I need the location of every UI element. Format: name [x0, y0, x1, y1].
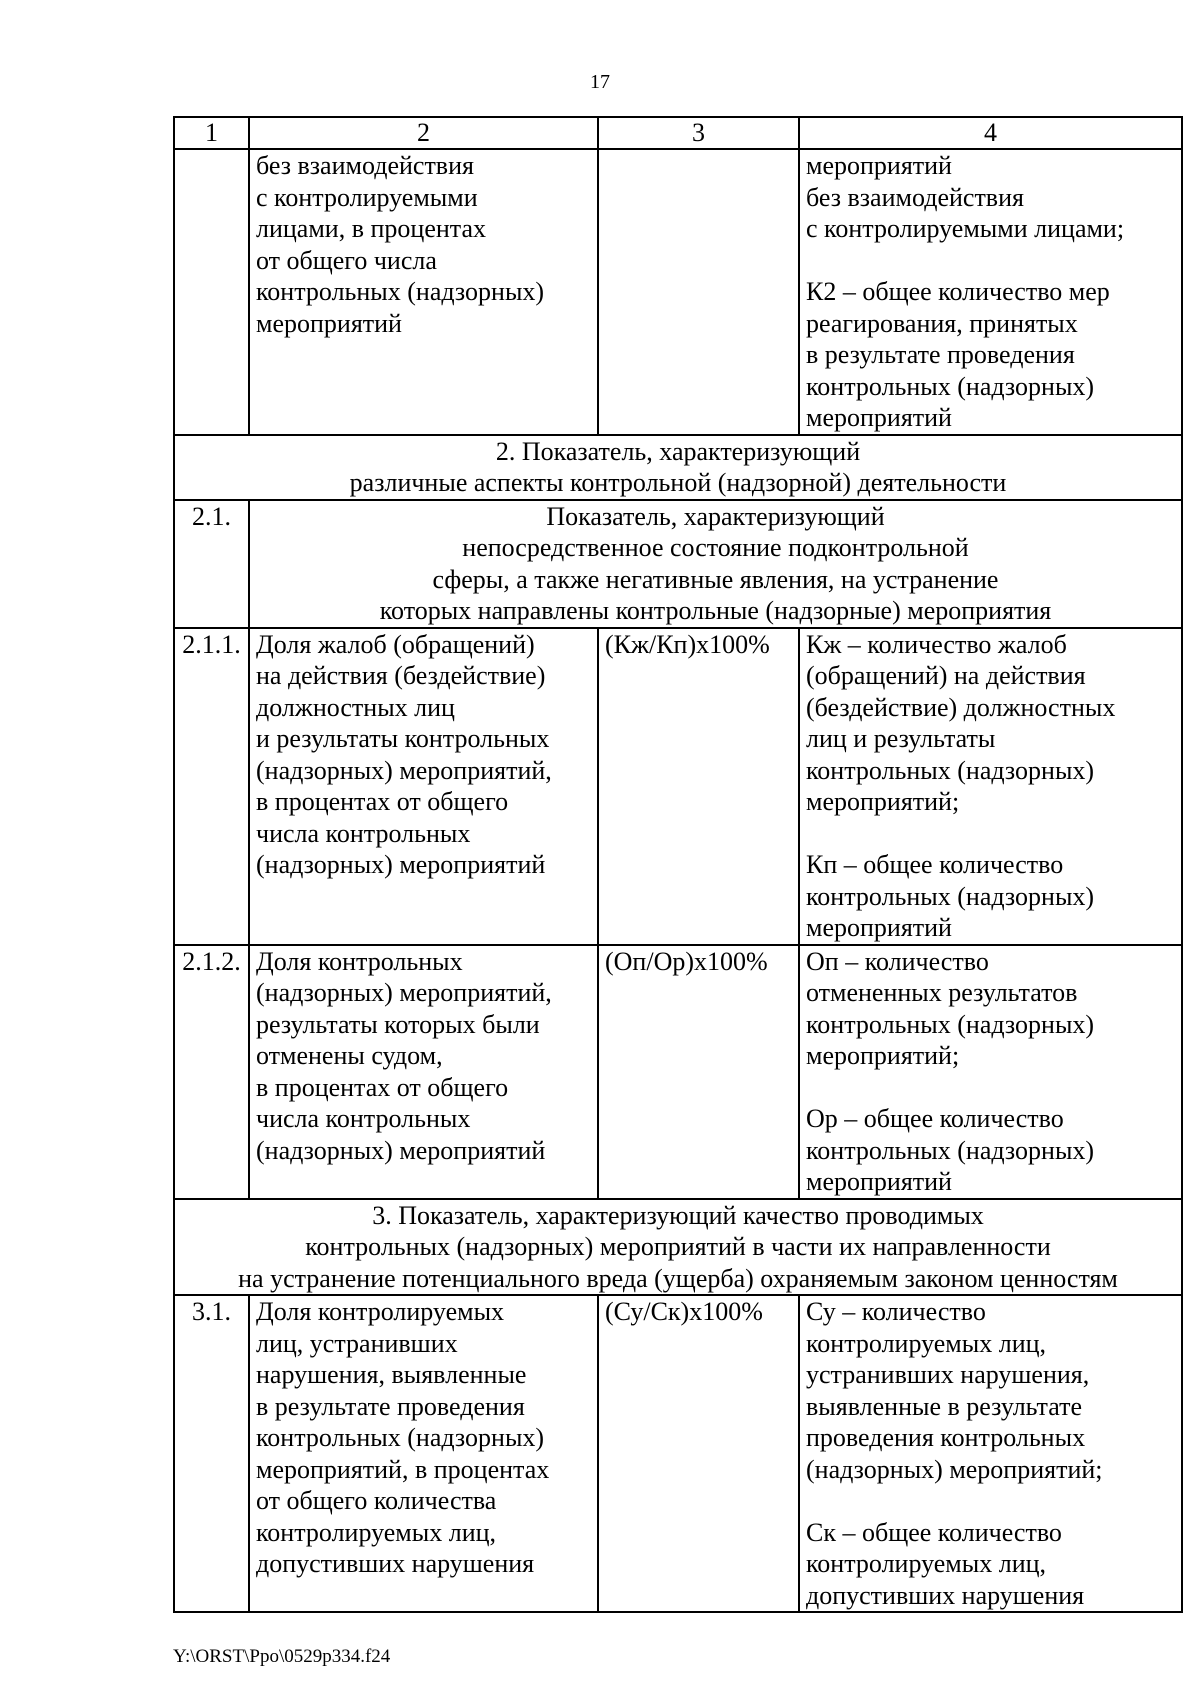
page-number: 17 [590, 71, 610, 93]
legend-block [806, 629, 1175, 818]
cell-number: 2.1. [174, 500, 249, 628]
file-path-footer: Y:\ORST\Ppo\0529p334.f24 [173, 1646, 391, 1667]
text-line: реагирования, принятых [806, 308, 1078, 338]
cell-legend [799, 945, 1182, 1199]
text-line: с контролируемыми лицами; [806, 214, 1125, 243]
legend-block [806, 276, 1175, 434]
text-line: лиц, устранивших [256, 1328, 458, 1358]
legend-block [806, 849, 1175, 944]
cell-formula: (Кж/Кп)х100% [598, 628, 799, 945]
cell-legend [799, 149, 1182, 435]
text-line: и результаты контрольных [256, 724, 550, 753]
cell-indicator [249, 149, 598, 435]
text-line: должностных лиц [256, 692, 455, 722]
text-line: отменены судом, [256, 1041, 443, 1070]
section-heading-row [174, 1199, 1182, 1296]
cell-formula: (Оп/Ор)х100% [598, 945, 799, 1199]
legend-block [806, 946, 1175, 1072]
text-line: без взаимодействия [806, 182, 1024, 212]
text-line: Кп – общее количество [806, 850, 1064, 879]
text-line: контрольных (надзорных) [806, 1135, 1095, 1165]
text-line: Доля жалоб (обращений) [256, 629, 535, 659]
cell-number: 3.1. [174, 1295, 249, 1612]
text-line: числа контрольных [256, 1104, 471, 1133]
text-line: Оп – количество [806, 946, 989, 976]
text-line: различные аспекты контрольной (надзорной) деятельности [349, 468, 1007, 497]
cell-indicator [249, 1295, 598, 1612]
column-header-4: 4 [799, 117, 1182, 149]
text-line: контролируемых лиц, [806, 1549, 1047, 1578]
legend-block [806, 150, 1175, 245]
text-line: с контролируемыми [256, 182, 478, 212]
text-line: в результате проведения [806, 340, 1075, 369]
cell-number [174, 149, 249, 435]
table-row [174, 1295, 1182, 1612]
text-line: проведения контрольных [806, 1423, 1086, 1452]
text-line: контрольных (надзорных) [806, 1009, 1095, 1039]
text-line: мероприятий [806, 1167, 952, 1196]
cell-indicator [249, 945, 598, 1199]
text-line: непосредственное состояние подконтрольной [462, 533, 969, 562]
text-line: на действия (бездействие) [256, 661, 546, 690]
text-line: мероприятий; [806, 787, 960, 816]
text-line: Ск – общее количество [806, 1517, 1062, 1547]
cell-indicator [249, 628, 598, 945]
text-line: сферы, а также негативные явления, на устранение [432, 564, 999, 594]
cell-number: 2.1.2. [174, 945, 249, 1199]
text-line: Показатель, характеризующий [546, 501, 885, 531]
text-line: мероприятий [256, 308, 402, 338]
text-line: числа контрольных [256, 818, 471, 848]
text-line: мероприятий [806, 403, 952, 432]
section-2-heading [174, 435, 1182, 500]
text-line: контрольных (надзорных) [806, 881, 1095, 911]
text-line: мероприятий, в процентах [256, 1454, 550, 1484]
text-line: от общего числа [256, 245, 437, 275]
text-line: без взаимодействия [256, 151, 474, 180]
section-3-heading [174, 1199, 1182, 1296]
text-line: мероприятий [806, 151, 952, 180]
text-line: контролируемых лиц, [806, 1328, 1047, 1358]
text-line: мероприятий; [806, 1041, 960, 1070]
text-line: допустивших нарушения [806, 1580, 1085, 1610]
text-line: Доля контролируемых [256, 1297, 505, 1326]
legend-block [806, 1517, 1175, 1612]
text-line: (обращений) на действия [806, 661, 1086, 690]
text-line: результаты которых были [256, 1009, 540, 1039]
cell-number: 2.1.1. [174, 628, 249, 945]
table-row-continued [174, 149, 1182, 435]
text-line: лицами, в процентах [256, 214, 486, 243]
subsection-2-1-heading [249, 500, 1182, 628]
text-line: 2. Показатель, характеризующий [495, 436, 861, 466]
text-line: Су – количество [806, 1297, 986, 1326]
cell-formula: (Су/Ск)х100% [598, 1295, 799, 1612]
text-line: лиц и результаты [806, 724, 996, 753]
subsection-row [174, 500, 1182, 628]
cell-legend [799, 1295, 1182, 1612]
text-line: (надзорных) мероприятий [256, 850, 546, 879]
table-row [174, 628, 1182, 945]
text-line: (надзорных) мероприятий [256, 1135, 546, 1165]
text-line: контрольных (надзорных) [256, 277, 545, 306]
text-line: допустивших нарушения [256, 1549, 535, 1578]
text-line: (надзорных) мероприятий, [256, 755, 552, 785]
text-line: которых направлены контрольные (надзорные) мероприятия [379, 596, 1052, 625]
text-line: контрольных (надзорных) [806, 371, 1095, 401]
text-line: контрольных (надзорных) [256, 1423, 545, 1452]
table-row [174, 945, 1182, 1199]
cell-formula [598, 149, 799, 435]
text-line: в процентах от общего [256, 1072, 509, 1102]
text-line: в процентах от общего [256, 787, 509, 816]
text-line: на устранение потенциального вреда (ущерба) охраняемым законом ценностям [238, 1263, 1118, 1293]
table-header-row [174, 117, 1182, 149]
column-header-2: 2 [249, 117, 598, 149]
legend-block [806, 1103, 1175, 1198]
text-line: нарушения, выявленные [256, 1360, 527, 1389]
text-line: контролируемых лиц, [256, 1517, 497, 1547]
text-line: Кж – количество жалоб [806, 629, 1067, 659]
text-line: (бездействие) должностных [806, 692, 1116, 722]
text-line: контрольных (надзорных) мероприятий в части их направленности [305, 1232, 1051, 1261]
text-line: мероприятий [806, 913, 952, 942]
indicators-table [173, 116, 1183, 1613]
cell-legend [799, 628, 1182, 945]
text-line: Ор – общее количество [806, 1104, 1064, 1133]
text-line: К2 – общее количество мер [806, 277, 1110, 306]
text-line: от общего количества [256, 1486, 497, 1515]
text-line: отмененных результатов [806, 978, 1078, 1007]
text-line: контрольных (надзорных) [806, 755, 1095, 785]
column-header-1: 1 [174, 117, 249, 149]
text-line: устранивших нарушения, [806, 1360, 1090, 1389]
text-line: в результате проведения [256, 1391, 525, 1421]
text-line: выявленные в результате [806, 1391, 1082, 1421]
column-header-3: 3 [598, 117, 799, 149]
text-line: Доля контрольных [256, 946, 463, 976]
text-line: (надзорных) мероприятий; [806, 1454, 1103, 1484]
text-line: 3. Показатель, характеризующий качество проводимых [372, 1200, 984, 1230]
section-heading-row [174, 435, 1182, 500]
text-line: (надзорных) мероприятий, [256, 978, 552, 1007]
legend-block [806, 1296, 1175, 1485]
